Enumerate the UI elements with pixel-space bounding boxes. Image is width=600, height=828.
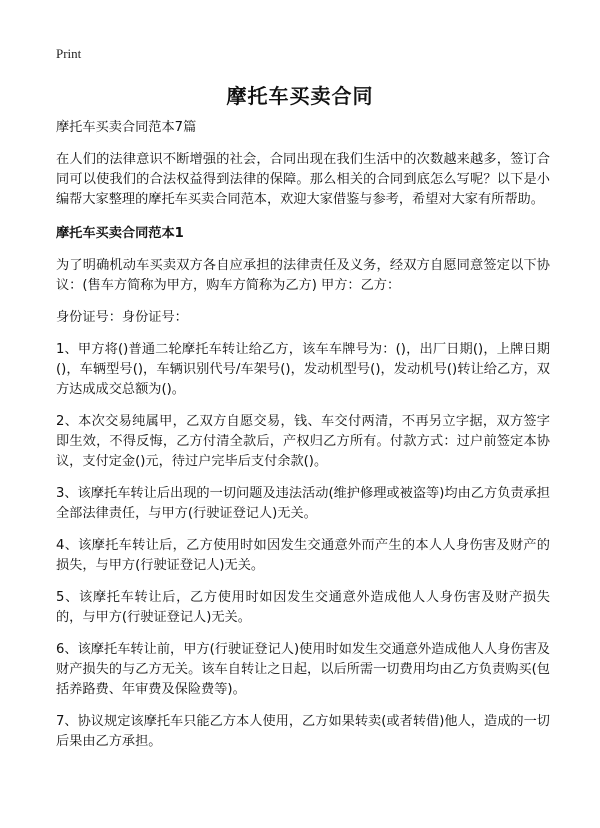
clause-5: 5、该摩托车转让后，乙方使用时如因发生交通意外造成他人人身伤害及财产损失的，与甲方(行驶证登记人)无关。	[56, 590, 550, 625]
clause-2: 2、本次交易纯属甲，乙双方自愿交易，钱、车交付两清，不再另立字据，双方签字即生效，不得反悔，乙方付清全款后，产权归乙方所有。付款方式：过户前签定本协议，支付定金()元，待过户完毕后支付余款()。	[56, 414, 550, 469]
document-subtitle: 摩托车买卖合同范本7篇	[56, 120, 197, 135]
id-number-line: 身份证号：身份证号：	[56, 310, 188, 325]
clause-3: 3、该摩托车转让后出现的一切问题及违法活动(维护修理或被盗等)均由乙方负责承担全部法律责任，与甲方(行驶证登记人)无关。	[56, 486, 550, 521]
clause-7: 7、协议规定该摩托车只能乙方本人使用，乙方如果转卖(或者转借)他人，造成的一切后果由乙方承担。	[56, 714, 550, 749]
clause-6: 6、该摩托车转让前，甲方(行驶证登记人)使用时如发生交通意外造成他人人身伤害及财产损失的与乙方无关。该车自转让之日起，以后所需一切费用均由乙方负责购买(包括养路费、年审费及保险费等)。	[56, 642, 550, 697]
print-link[interactable]: Print	[56, 46, 82, 61]
section-heading: 摩托车买卖合同范本1	[56, 226, 184, 241]
document-title: 摩托车买卖合同	[226, 84, 374, 108]
intro-paragraph: 在人们的法律意识不断增强的社会，合同出现在我们生活中的次数越来越多，签订合同可以使我们的合法权益得到法律的保障。那么相关的合同到底怎么写呢？以下是小编帮大家整理的摩托车买卖合同范本，欢迎大家借鉴与参考，希望对大家有所帮助。	[56, 152, 550, 207]
clause-4: 4、该摩托车转让后，乙方使用时如因发生交通意外而产生的本人人身伤害及财产的损失，与甲方(行驶证登记人)无关。	[56, 538, 550, 573]
clause-1: 1、甲方将()普通二轮摩托车转让给乙方，该车车牌号为：()，出厂日期()，上牌日期()，车辆型号()，车辆识别代号/车架号()，发动机型号()，发动机号()转让给乙方，双方达成成交总额为()。	[56, 342, 550, 397]
contract-preamble: 为了明确机动车买卖双方各自应承担的法律责任及义务，经双方自愿同意签定以下协议：(售车方简称为甲方，购车方简称为乙方) 甲方：乙方：	[56, 258, 550, 293]
document-body	[56, 118, 550, 764]
